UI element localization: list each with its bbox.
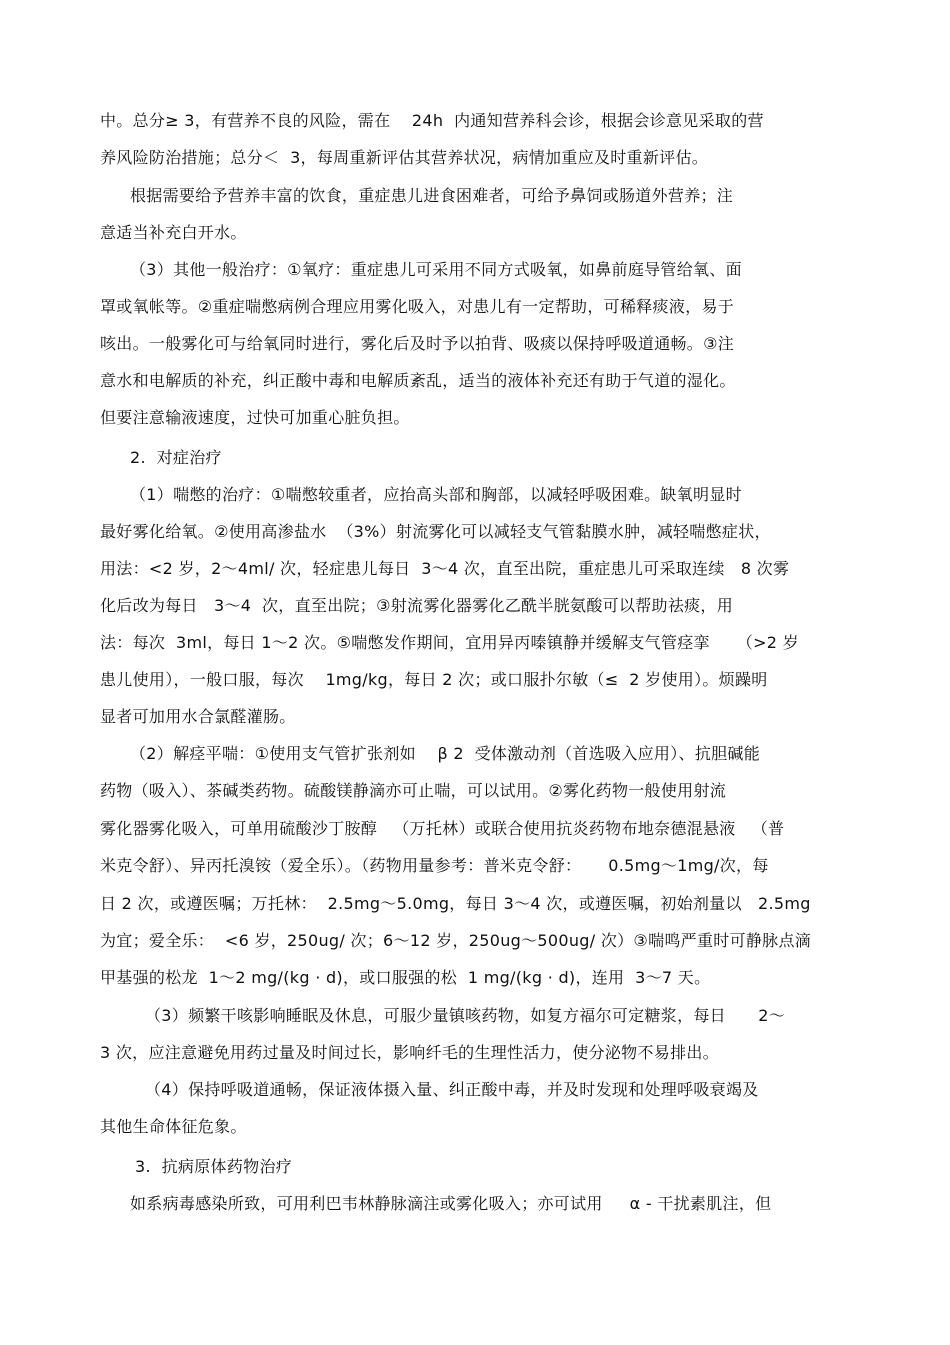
- text-line: 养风险防治措施；总分＜ 3，每周重新评估其营养状况，病情加重应及时重新评估。: [100, 148, 709, 167]
- text-line: （1）喘憋的治疗：①喘憋较重者，应抬高头部和胸部，以减轻呼吸困难。缺氧明显时: [130, 485, 742, 504]
- text-line: 中。总分≥ 3，有营养不良的风险，需在 24h 内通知营养科会诊，根据会诊意见采取的营: [100, 111, 764, 130]
- text-line: 米克令舒）、异丙托溴铵（爱全乐）。（药物用量参考：普米克令舒： 0.5mg～1mg/次，每: [100, 856, 769, 875]
- text-line: （3）频繁干咳影响睡眠及休息，可服少量镇咳药物，如复方福尔可定糖浆，每日 2～: [145, 1006, 786, 1025]
- text-line: 为宜；爱全乐： <6 岁，250ug/ 次；6～12 岁，250ug～500ug/ 次）③喘鸣严重时可静脉点滴: [100, 931, 812, 950]
- section-heading: 2. 对症治疗: [130, 448, 222, 467]
- text-line: 罩或氧帐等。②重症喘憋病例合理应用雾化吸入，对患儿有一定帮助，可稀释痰液，易于: [100, 297, 735, 316]
- text-line: 如系病毒感染所致，可用利巴韦林静脉滴注或雾化吸入；亦可试用 α - 干扰素肌注，但: [130, 1194, 772, 1213]
- text-line: 其他生命体征危象。: [100, 1117, 247, 1136]
- text-line: 显者可加用水合氯醛灌肠。: [100, 707, 296, 726]
- text-line: 意水和电解质的补充，纠正酸中毒和电解质紊乱，适当的液体补充还有助于气道的湿化。: [100, 371, 736, 390]
- text-line: （4）保持呼吸道通畅，保证液体摄入量、纠正酸中毒，并及时发现和处理呼吸衰竭及: [145, 1080, 759, 1099]
- text-line: 甲基强的松龙 1～2 mg/(kg · d)，或口服强的松 1 mg/(kg · d)，连用 3～7 天。: [100, 968, 711, 987]
- section-heading: 3. 抗病原体药物治疗: [135, 1157, 293, 1176]
- text-line: 意适当补充白开水。: [100, 223, 247, 242]
- text-line: 3 次，应注意避免用药过量及时间过长，影响纤毛的生理性活力，使分泌物不易排出。: [100, 1043, 719, 1062]
- text-line: 雾化器雾化吸入，可单用硫酸沙丁胺醇 （万托林）或联合使用抗炎药物布地奈德混悬液 （普: [100, 819, 785, 838]
- text-line: 最好雾化给氧。②使用高渗盐水 （3%）射流雾化可以减轻支气管黏膜水肿，减轻喘憋症状，: [100, 522, 771, 541]
- text-line: （2）解痉平喘：①使用支气管扩张剂如 β 2 受体激动剂（首选吸入应用）、抗胆碱能: [130, 744, 761, 763]
- text-line: 化后改为每日 3～4 次，直至出院；③射流雾化器雾化乙酰半胱氨酸可以帮助祛痰，用: [100, 596, 734, 615]
- text-line: 法：每次 3ml，每日 1～2 次。⑤喘憋发作期间，宜用异丙嗪镇静并缓解支气管痉挛 （>2 岁: [100, 633, 799, 652]
- text-line: 咳出。一般雾化可与给氧同时进行，雾化后及时予以拍背、吸痰以保持呼吸道通畅。③注: [100, 334, 735, 353]
- text-line: 用法：<2 岁，2～4ml/ 次，轻症患儿每日 3～4 次，直至出院，重症患儿可采取连续 8 次雾: [100, 559, 790, 578]
- text-line: 但要注意输液速度，过快可加重心脏负担。: [100, 408, 410, 427]
- text-line: 药物（吸入）、茶碱类药物。硫酸镁静滴亦可止喘，可以试用。②雾化药物一般使用射流: [100, 781, 727, 800]
- text-line: （3）其他一般治疗：①氧疗：重症患儿可采用不同方式吸氧，如鼻前庭导管给氧、面: [130, 260, 742, 279]
- text-line: 根据需要给予营养丰富的饮食，重症患儿进食困难者，可给予鼻饲或肠道外营养；注: [130, 186, 734, 205]
- text-line: 患儿使用），一般口服，每次 1mg/kg，每日 2 次；或口服扑尔敏（≤ 2 岁使用）。烦躁明: [100, 670, 768, 689]
- text-line: 日 2 次，或遵医嘱；万托林： 2.5mg～5.0mg，每日 3～4 次，或遵医嘱，初始剂量以 2.5mg: [100, 894, 811, 913]
